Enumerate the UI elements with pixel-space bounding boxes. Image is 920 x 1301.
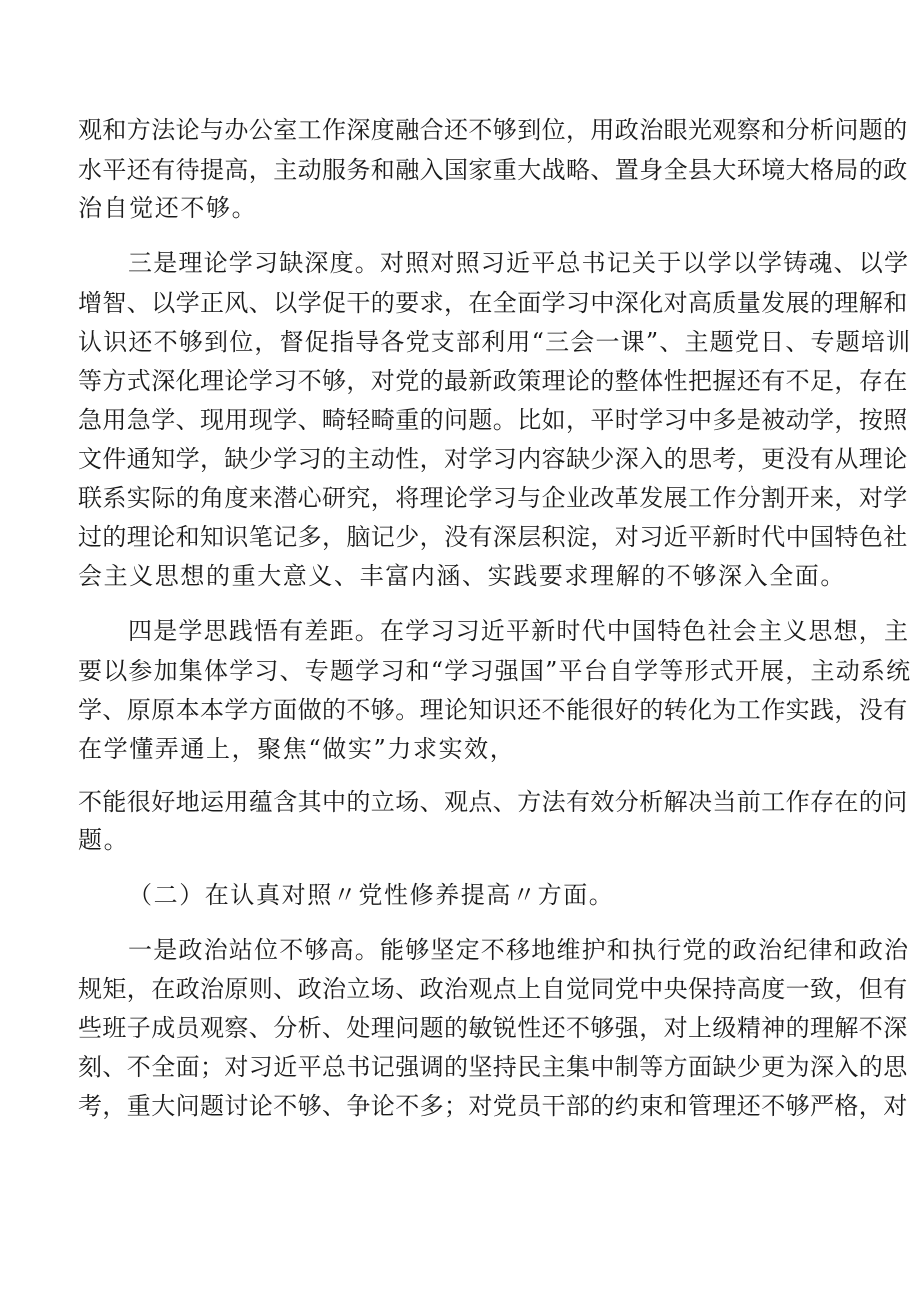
text-line-1: 观和方法论与办公室工作深度融合还不够到位，用政治眼光观察和分析问题的	[78, 116, 908, 144]
text-line-12: 会主义思想的重大意义、丰富内涵、实践要求理解的不够深入全面。	[78, 562, 846, 590]
text-line-21: 规矩，在政治原则、政治立场、政治观点上自觉同党中央保持高度一致，但有	[78, 975, 908, 1003]
text-line-10: 联系实际的角度来潜心研究，将理论学习与企业改革发展工作分割开来，对学	[78, 484, 908, 512]
text-line-3: 治自觉还不够。	[78, 194, 258, 222]
text-line-22: 些班子成员观察、分析、处理问题的敏锐性还不够强，对上级精神的理解不深	[78, 1014, 908, 1042]
text-line-5: 增智、以学正风、以学促干的要求，在全面学习中深化对高质量发展的理解和	[78, 289, 908, 317]
text-line-2: 水平还有待提高，主动服务和融入国家重大战略、置身全县大环境大格局的政	[78, 156, 908, 184]
text-line-4: 三是理论学习缺深度。对照对照习近平总书记关于以学以学铸魂、以学	[128, 249, 910, 277]
text-line-6: 认识还不够到位，督促指导各党支部利用“三会一课”、主题党日、专题培训	[78, 328, 912, 356]
text-line-23: 刻、不全面；对习近平总书记强调的坚持民主集中制等方面缺少更为深入的思	[78, 1053, 908, 1081]
text-line-14: 要以参加集体学习、专题学习和“学习强国”平台自学等形式开展，主动系统	[78, 657, 912, 685]
text-line-18: 题。	[78, 826, 130, 854]
text-line-11: 过的理论和知识笔记多，脑记少，没有深层积淀，对习近平新时代中国特色社	[78, 523, 908, 551]
text-line-7: 等方式深化理论学习不够，对党的最新政策理论的整体性把握还有不足，存在	[78, 367, 908, 395]
text-line-20: 一是政治站位不够高。能够坚定不移地维护和执行党的政治纪律和政治	[128, 936, 910, 964]
text-line-9: 文件通知学，缺少学习的主动性，对学习内容缺少深入的思考，更没有从理论	[78, 445, 908, 473]
section-heading: （二）在认真对照〃党性修养提高〃方面。	[128, 881, 615, 909]
text-line-16: 在学懂弄通上，聚焦“做实”力求实效，	[78, 735, 516, 763]
text-line-15: 学、原原本本学方面做的不够。理论知识还不能很好的转化为工作实践，没有	[78, 696, 908, 724]
text-line-24: 考，重大问题讨论不够、争论不多；对党员干部的约束和管理还不够严格，对	[78, 1092, 908, 1120]
text-line-8: 急用急学、现用现学、畸轻畸重的问题。比如，平时学习中多是被动学，按照	[78, 406, 908, 434]
text-line-17: 不能很好地运用蕴含其中的立场、观点、方法有效分析解决当前工作存在的问	[78, 788, 908, 816]
text-line-13: 四是学思践悟有差距。在学习习近平新时代中国特色社会主义思想，主	[128, 617, 910, 645]
